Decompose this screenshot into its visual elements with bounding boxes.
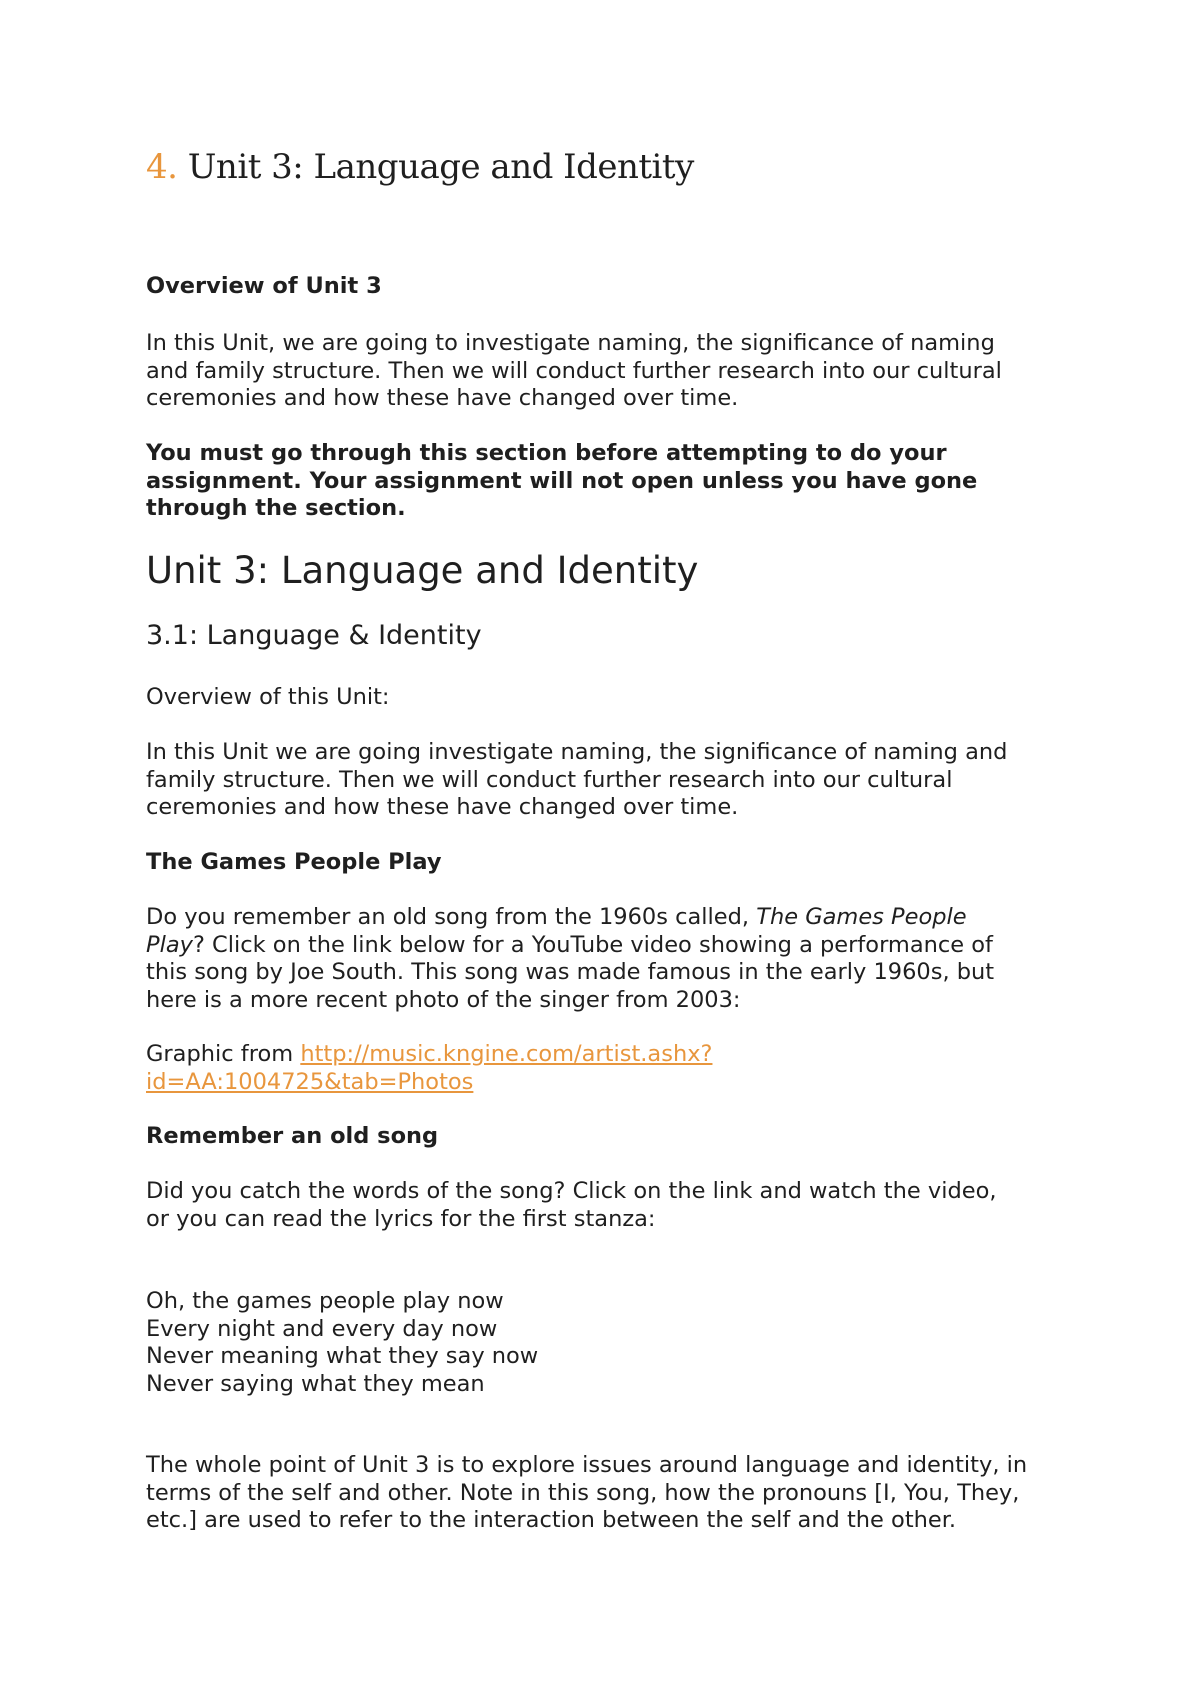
games-line: here is a more recent photo of the singer from 2003: — [146, 986, 741, 1013]
song-title: Play — [146, 931, 193, 958]
title-text: Unit 3: Language and Identity — [187, 147, 694, 187]
catch-paragraph — [146, 1178, 997, 1233]
lyrics-stanza — [146, 1288, 538, 1398]
games-line — [146, 932, 994, 960]
overview-this-unit: Overview of this Unit: — [146, 684, 390, 710]
lyric-line: Never saying what they mean — [146, 1370, 485, 1397]
lyric-line: Oh, the games people play now — [146, 1288, 504, 1314]
overview-paragraph — [146, 330, 1002, 413]
catch-line: Did you catch the words of the song? Click on the link and watch the video, — [146, 1178, 997, 1204]
document-title — [146, 145, 694, 189]
intro-paragraph — [146, 739, 1007, 822]
graphic-credit — [146, 1041, 712, 1096]
intro-line: family structure. Then we will conduct further research into our cultural — [146, 766, 953, 793]
lyric-line: Never meaning what they say now — [146, 1343, 539, 1369]
lyric-line: Every night and every day now — [146, 1315, 498, 1342]
closing-paragraph — [146, 1452, 1027, 1535]
games-line — [146, 904, 994, 932]
title-number: 4. — [146, 147, 178, 187]
graphic-link[interactable]: http://music.kngine.com/artist.ashx? — [300, 1041, 713, 1067]
remember-heading: Remember an old song — [146, 1123, 439, 1149]
closing-line: The whole point of Unit 3 is to explore issues around language and identity, in — [146, 1452, 1028, 1478]
overview-line: and family structure. Then we will conduct further research into our cultural — [146, 357, 1002, 384]
warning-paragraph — [146, 440, 977, 523]
overview-line: In this Unit, we are going to investigate naming, the significance of naming — [146, 330, 995, 356]
overview-line: ceremonies and how these have changed over time. — [146, 385, 739, 411]
closing-line: terms of the self and other. Note in this song, how the pronouns [I, You, They, — [146, 1479, 1020, 1506]
games-text: Do you remember an old song from the 1960s called, — [146, 904, 757, 930]
games-heading: The Games People Play — [146, 849, 442, 875]
overview-heading: Overview of Unit 3 — [146, 273, 382, 299]
graphic-prefix: Graphic from — [146, 1041, 301, 1067]
graphic-link[interactable]: id=AA:1004725&tab=Photos — [146, 1068, 474, 1095]
intro-line: In this Unit we are going investigate naming, the significance of naming and — [146, 739, 1008, 765]
closing-line: etc.] are used to refer to the interaction between the self and the other. — [146, 1507, 957, 1533]
catch-line: or you can read the lyrics for the first stanza: — [146, 1205, 656, 1232]
warning-line: assignment. Your assignment will not open unless you have gone — [146, 467, 978, 494]
games-text: ? Click on the link below for a YouTube video showing a performance of — [192, 931, 993, 958]
unit-heading: Unit 3: Language and Identity — [146, 549, 699, 592]
games-line: this song by Joe South. This song was made famous in the early 1960s, but — [146, 959, 995, 985]
graphic-credit-line — [146, 1069, 712, 1097]
graphic-credit-line — [146, 1041, 712, 1069]
games-paragraph — [146, 904, 994, 1014]
intro-line: ceremonies and how these have changed over time. — [146, 794, 739, 820]
warning-line: You must go through this section before attempting to do your — [146, 440, 947, 466]
warning-line: through the section. — [146, 495, 406, 521]
song-title: The Games People — [756, 904, 967, 930]
section-heading: 3.1: Language & Identity — [146, 620, 482, 651]
